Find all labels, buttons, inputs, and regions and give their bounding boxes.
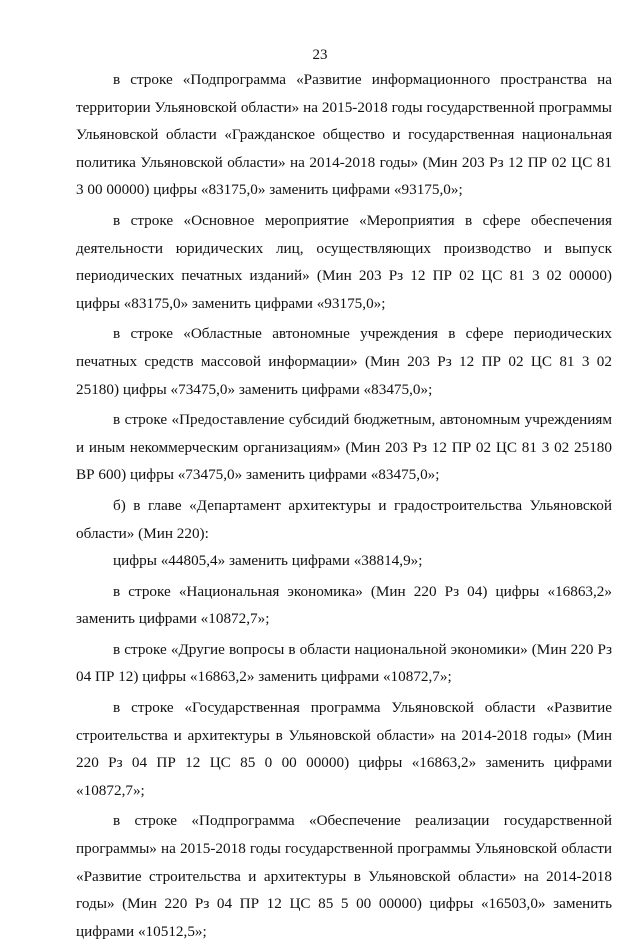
- paragraph-subprogram-implementation: в строке «Подпрограмма «Обеспечение реализации государственной программы» на 2015-2018 годы государственной программы Ульяновской области «Развитие строительства и архитектуры в Ульяновской области» на 2014-2018 годы» (Мин 220 Рз 04 ПР 12 ЦС 85 5 00 00000) цифры «16503,0» заменить цифрами «10512,5»;: [76, 812, 612, 940]
- paragraph-subsidies: в строке «Предоставление субсидий бюджетным, автономным учреждениям и иным некоммерческим организациям» (Мин 203 Рз 12 ПР 02 ЦС 81 3 02 25180 ВР 600) цифры «73475,0» заменить цифрами «83475,0»;: [76, 411, 612, 484]
- paragraph-other-economy-questions: в строке «Другие вопросы в области национальной экономики» (Мин 220 Рз 04 ПР 12) цифры «16863,2» заменить цифрами «10872,7»;: [76, 640, 612, 686]
- paragraph-main-activity-periodicals: в строке «Основное мероприятие «Мероприятия в сфере обеспечения деятельности юридических лиц, осуществляющих производство и выпуск периодических печатных изданий» (Мин 203 Рз 12 ПР 02 ЦС 81 3 02 00000) цифры «83175,0» заменить цифрами «93175,0»;: [76, 211, 612, 312]
- paragraph-architecture-department: б) в главе «Департамент архитектуры и градостроительства Ульяновской области» (Мин 220):: [76, 496, 612, 542]
- paragraph-autonomous-institutions: в строке «Областные автономные учреждения в сфере периодических печатных средств массовой информации» (Мин 203 Рз 12 ПР 02 ЦС 81 3 02 25180) цифры «73475,0» заменить цифрами «83475,0»;: [76, 325, 612, 398]
- document-body: [76, 66, 612, 945]
- paragraph-figures-total: цифры «44805,4» заменить цифрами «38814,9»;: [113, 552, 423, 570]
- paragraph-subprogram-info-space: в строке «Подпрограмма «Развитие информационного пространства на территории Ульяновской области» на 2015-2018 годы государственной программы Ульяновской области «Гражданское общество и государственная национальная политика Ульяновской области» на 2014-2018 годы» (Мин 203 Рз 12 ПР 02 ЦС 81 3 00 00000) цифры «83175,0» заменить цифрами «93175,0»;: [76, 71, 612, 199]
- paragraph-state-program-construction: в строке «Государственная программа Ульяновской области «Развитие строительства и архитектуры в Ульяновской области» на 2014-2018 годы» (Мин 220 Рз 04 ПР 12 ЦС 85 0 00 00000) цифры «16863,2» заменить цифрами «10872,7»;: [76, 699, 612, 799]
- paragraph-national-economy: в строке «Национальная экономика» (Мин 220 Рз 04) цифры «16863,2» заменить цифрами «10872,7»;: [76, 582, 612, 628]
- page-number: 23: [312, 47, 328, 63]
